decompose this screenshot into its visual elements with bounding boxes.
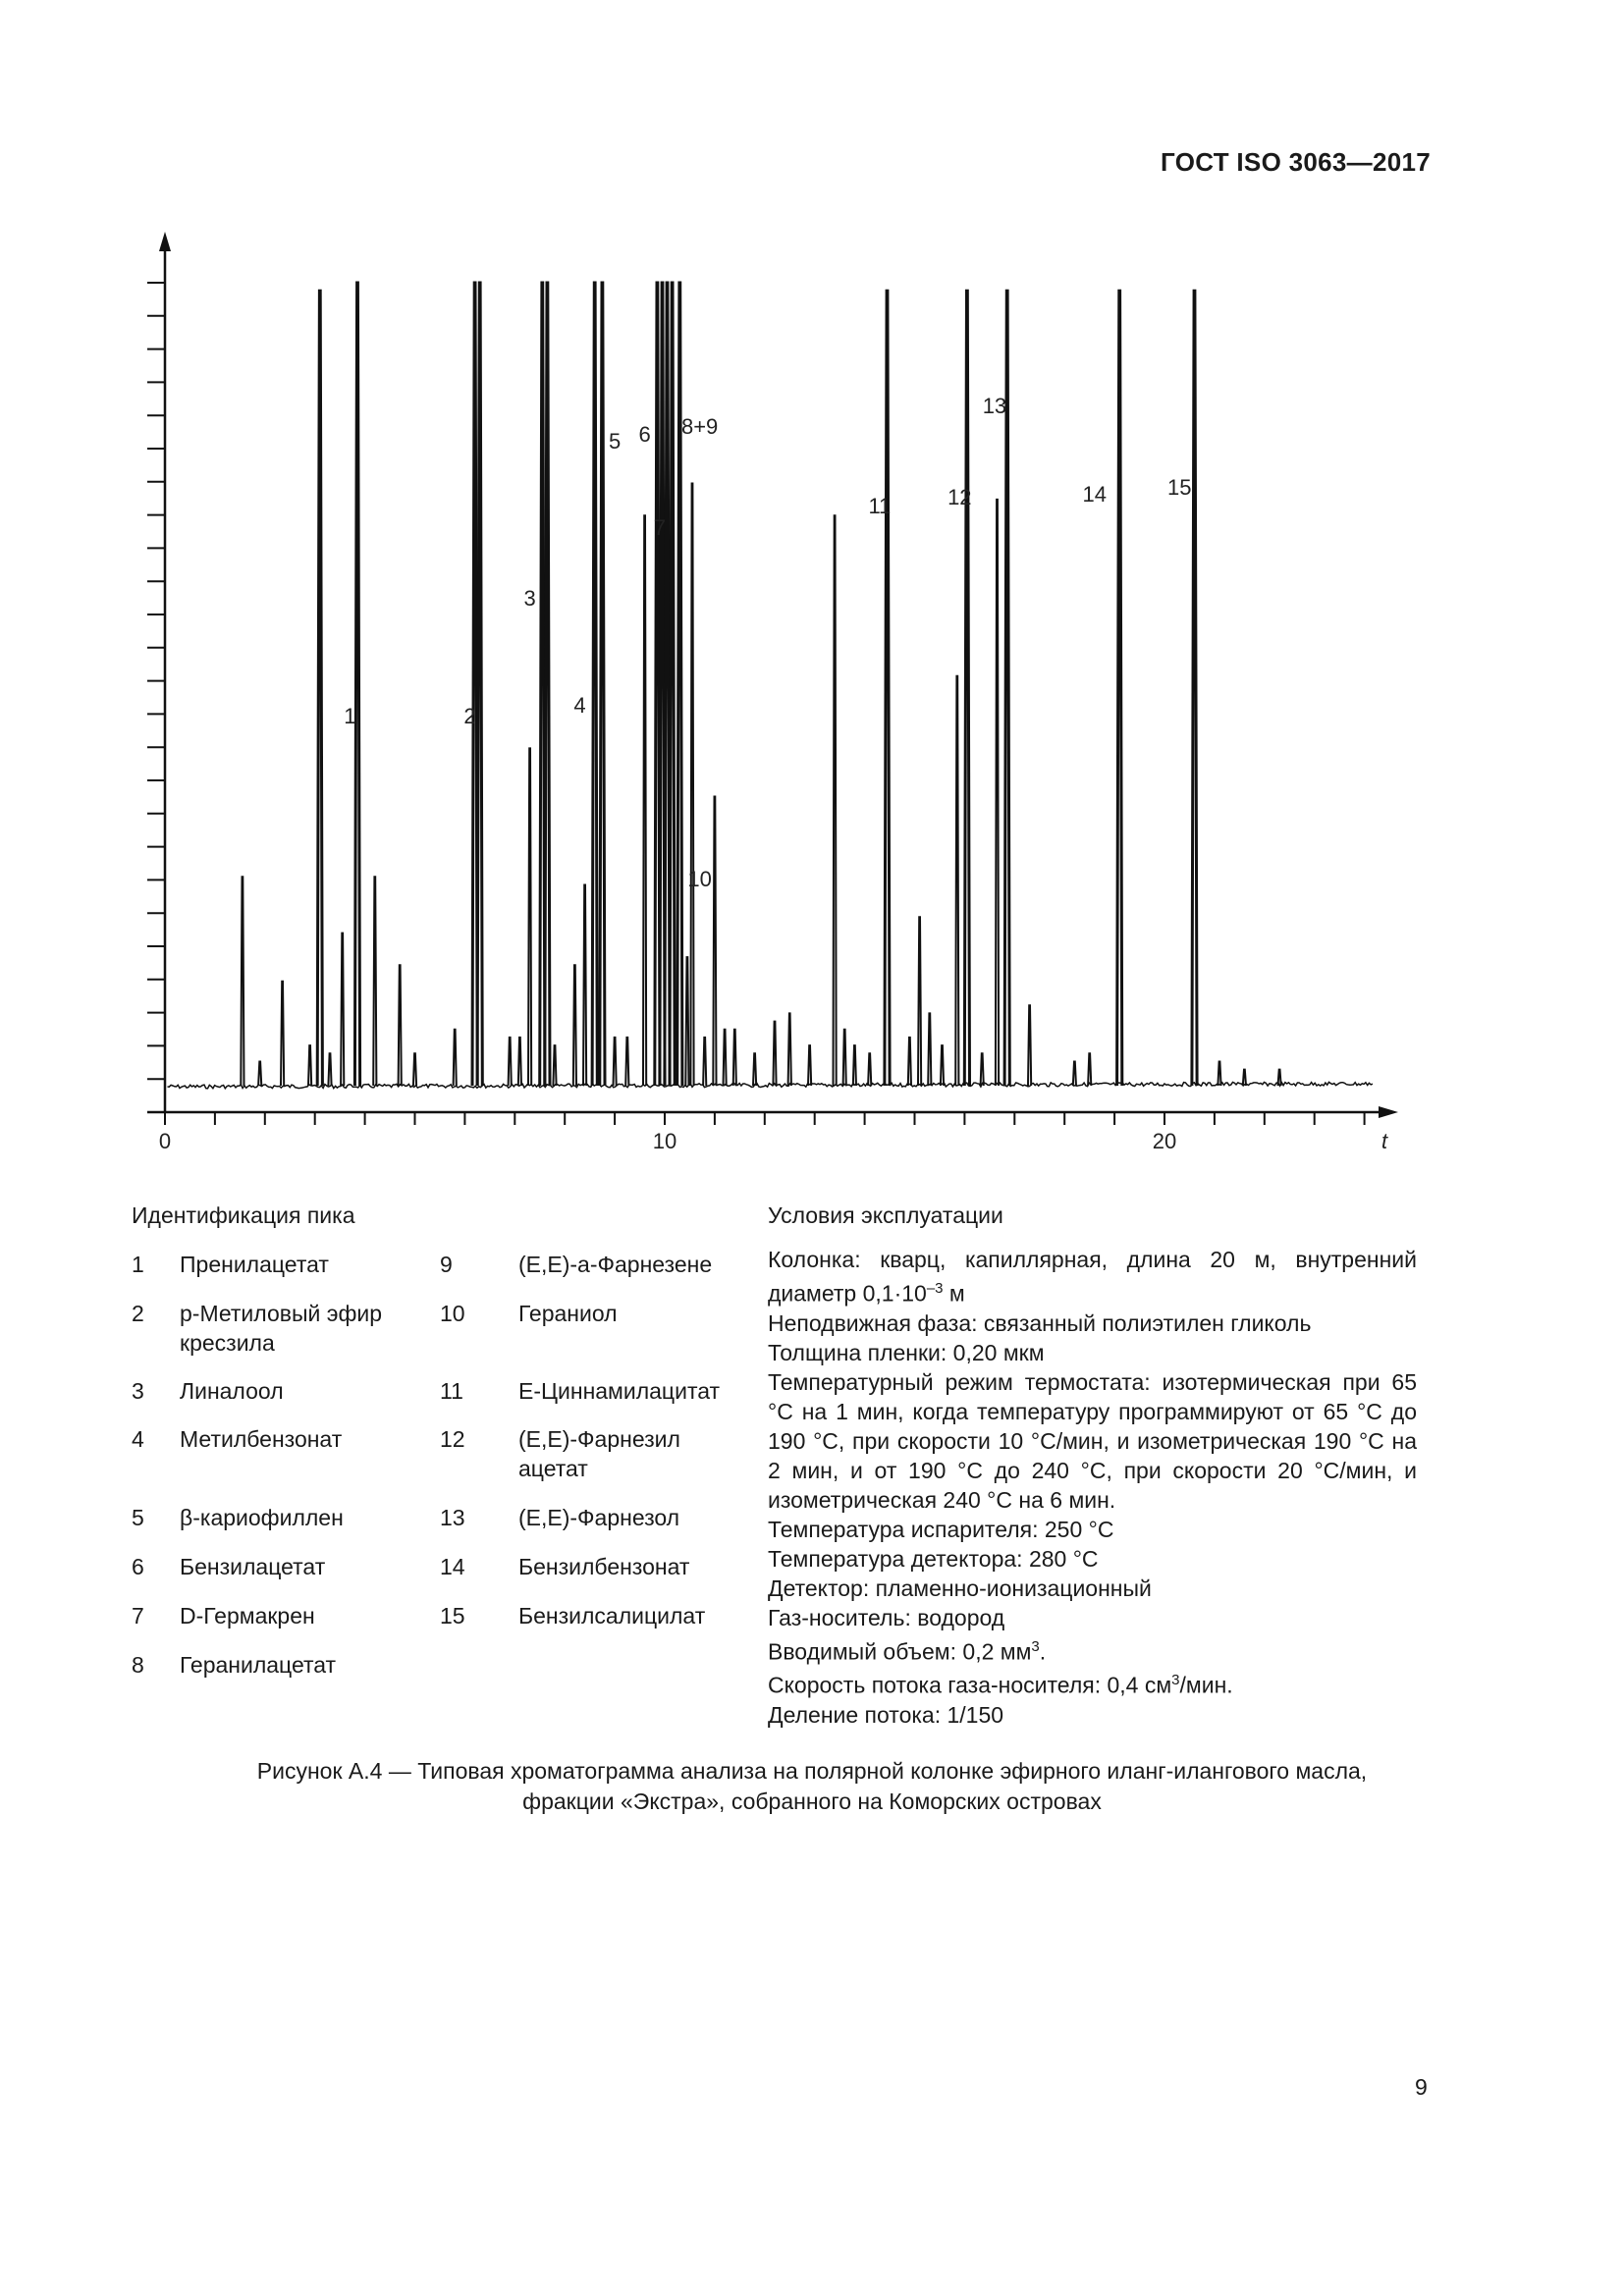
x-tick-label: 10 (652, 1129, 677, 1153)
peak-number: 5 (132, 1505, 144, 1530)
peak-compound-name: (E,E)-Фарнезил ацетат (518, 1426, 680, 1481)
chromatogram-peak (918, 917, 921, 1086)
x-axis-label: t (1380, 1129, 1388, 1153)
chromatogram-peak (354, 283, 359, 1086)
chromatogram-peak (399, 965, 402, 1086)
conditions-block (768, 1202, 1417, 1730)
x-axis-arrow (1379, 1106, 1398, 1118)
peak-number: 9 (440, 1252, 453, 1277)
peak-label: 4 (573, 693, 586, 718)
peak-compound-name: Бензилсалицилат (518, 1603, 706, 1629)
chromatogram-peak (528, 748, 531, 1086)
conditions-carrier: Газ-носитель: водород (768, 1604, 1005, 1630)
chromatogram-peak (928, 1013, 931, 1086)
x-tick-label: 0 (158, 1129, 172, 1153)
peak-number: 7 (132, 1603, 144, 1629)
peak-number: 3 (132, 1378, 144, 1404)
peak-number: 8 (132, 1652, 144, 1678)
chromatogram-peak (1243, 1070, 1246, 1086)
peak-label: 13 (982, 394, 1007, 418)
chromatogram-peak (509, 1038, 512, 1086)
conditions-column: Колонка: кварц, капиллярная, длина 20 м, внутренний диаметр $0,1\cdot 10^{-3}$ м (768, 1247, 1417, 1307)
conditions-film: Толщина пленки: 0,20 мкм (768, 1339, 1045, 1365)
page-number: 9 (1415, 2074, 1428, 2100)
chart-axes (147, 232, 1398, 1153)
peak-number: 12 (440, 1426, 465, 1452)
chromatogram-peak (685, 957, 688, 1086)
chromatogram-peak (964, 291, 969, 1086)
chromatogram-peak (625, 1038, 628, 1086)
chromatogram-peak (733, 1030, 736, 1086)
chromatogram-peak (773, 1022, 776, 1086)
peak-label: 5 (608, 429, 622, 454)
peak-number: 10 (440, 1301, 465, 1326)
peak-identification-title: Идентификация пика (132, 1202, 355, 1228)
peak-label: 12 (947, 485, 972, 509)
chromatogram-peak (677, 283, 682, 1086)
conditions-oven: Температурный режим термостата: изотермическая при 65 °С на 1 мин, когда температуру программируют от 65 °С до 190 °С, при скорости 10 °С/мин, и изометрическая 190 °С на 2 мин, и от 190 °С до 240 °С, при скорости 20 °С/мин, и изометрическая 240 °С на 6 мин. (768, 1368, 1417, 1513)
y-axis-arrow (159, 232, 171, 251)
peak-number: 14 (440, 1554, 465, 1579)
figure-caption: Рисунок А.4 — Типовая хроматограмма анализа на полярной колонке эфирного иланг-илангового масла, фракции «Экстра», собранного на Коморских островах (256, 1758, 1368, 1814)
conditions-injector: Температура испарителя: 250 °С (768, 1516, 1114, 1542)
chromatogram-peak (643, 515, 646, 1086)
chromatogram-peak (908, 1038, 911, 1086)
chromatogram-peak (1192, 291, 1197, 1086)
peak-number: 13 (440, 1505, 465, 1530)
peak-label: 15 (1167, 475, 1192, 500)
chromatogram-peak (373, 877, 376, 1086)
chromatogram-peak (996, 500, 999, 1086)
chromatogram-peak (477, 283, 482, 1086)
chromatogram-peak (317, 291, 322, 1086)
chromatogram-peak (281, 982, 284, 1086)
chromatogram-peak (788, 1013, 791, 1086)
chromatogram-peak (614, 1038, 617, 1086)
conditions-phase: Неподвижная фаза: связанный полиэтилен гликоль (768, 1309, 1312, 1336)
peak-number: 6 (132, 1554, 144, 1579)
peak-label: 7 (653, 515, 667, 540)
chromatogram-peak (941, 1045, 944, 1086)
conditions-detector-temp: Температура детектора: 280 °С (768, 1545, 1099, 1572)
peak-number: 15 (440, 1603, 465, 1629)
chromatogram-peak (592, 283, 597, 1086)
chromatogram-peak (1218, 1062, 1220, 1087)
chromatogram-peak (1117, 291, 1122, 1086)
chromatogram-peak (1028, 1005, 1031, 1086)
chromatogram-peak (545, 283, 550, 1086)
document-code: ГОСТ ISO 3063—2017 (1161, 147, 1431, 177)
chromatogram-peak (600, 283, 605, 1086)
x-tick-label: 20 (1152, 1129, 1177, 1153)
peak-label: 1 (344, 704, 356, 728)
chromatogram-peak (1088, 1053, 1091, 1086)
peak-number: 4 (132, 1426, 144, 1452)
chromatogram-peak (258, 1062, 261, 1087)
peak-label: 2 (463, 704, 476, 728)
conditions-flow: Скорость потока газа-носителя: 0,4 $см^3$/мин. (768, 1672, 1233, 1698)
chart-peak-labels (344, 394, 1191, 891)
peak-label: 11 (868, 494, 892, 518)
peak-label: 10 (687, 867, 712, 891)
chromatogram-peak (955, 676, 958, 1086)
chromatogram-peak (853, 1045, 856, 1086)
peak-compound-name: (E,E)-a-Фарнезене (518, 1252, 713, 1277)
peak-number: 11 (440, 1378, 463, 1404)
peak-compound-name: E-Циннамилацитат (518, 1378, 721, 1404)
chromatogram-peak (724, 1030, 727, 1086)
chromatogram-peak (341, 934, 344, 1086)
chromatogram-peak (518, 1038, 521, 1086)
peak-compound-name: Бензилбензонат (518, 1554, 690, 1579)
peak-compound-name: Метилбензонат (180, 1426, 343, 1452)
chromatogram-peak (573, 965, 576, 1086)
peak-compound-name: Геранилацетат (180, 1652, 337, 1678)
chromatogram-peak (713, 797, 716, 1087)
peak-compound-name: Гераниол (518, 1301, 618, 1326)
chromatogram-peak (843, 1030, 846, 1086)
chromatogram-peak (308, 1045, 311, 1086)
chromatogram-peak (753, 1053, 756, 1086)
peak-compound-name: p-Метиловый эфир кресзила (180, 1301, 383, 1356)
chromatogram-peak (670, 283, 675, 1086)
chromatogram-peak (690, 484, 693, 1087)
peak-compound-name: β-кариофиллен (180, 1505, 344, 1530)
peak-number: 2 (132, 1301, 144, 1326)
peak-compound-name: Бензилацетат (180, 1554, 326, 1579)
chromatogram-peak (413, 1053, 416, 1086)
chromatogram-peak (328, 1053, 331, 1086)
conditions-volume: Вводимый объем: 0,2 $мм^3$. (768, 1637, 1047, 1665)
chromatogram-peak (1073, 1062, 1076, 1087)
chromatogram-peak (454, 1030, 457, 1086)
chromatogram-peak (868, 1053, 871, 1086)
conditions-title: Условия эксплуатации (768, 1202, 1003, 1228)
peak-compound-name: (E,E)-Фарнезол (518, 1505, 680, 1530)
chromatogram-peak (834, 515, 837, 1086)
chromatogram-peak (583, 885, 586, 1087)
peak-compound-name: D-Гермакрен (180, 1603, 315, 1629)
chromatogram-peak (885, 291, 890, 1086)
peak-label: 3 (523, 586, 536, 611)
chromatogram-peak (981, 1053, 984, 1086)
peak-number: 1 (132, 1252, 144, 1277)
chromatogram-peak (553, 1045, 556, 1086)
peak-label: 14 (1082, 482, 1107, 507)
chromatogram-peak (241, 877, 244, 1086)
peak-compound-name: Пренилацетат (180, 1252, 329, 1277)
conditions-split: Деление потока: 1/150 (768, 1701, 1004, 1728)
conditions-detector: Детектор: пламенно-ионизационный (768, 1575, 1152, 1601)
chromatogram-peak (808, 1045, 811, 1086)
peak-label: 6 (638, 422, 651, 447)
chromatogram-peak (703, 1038, 706, 1086)
peak-compound-name: Линалоол (180, 1378, 284, 1404)
peak-label: 8+9 (680, 414, 719, 439)
chart-peaks (241, 283, 1280, 1086)
chromatogram-peak (1278, 1070, 1281, 1086)
